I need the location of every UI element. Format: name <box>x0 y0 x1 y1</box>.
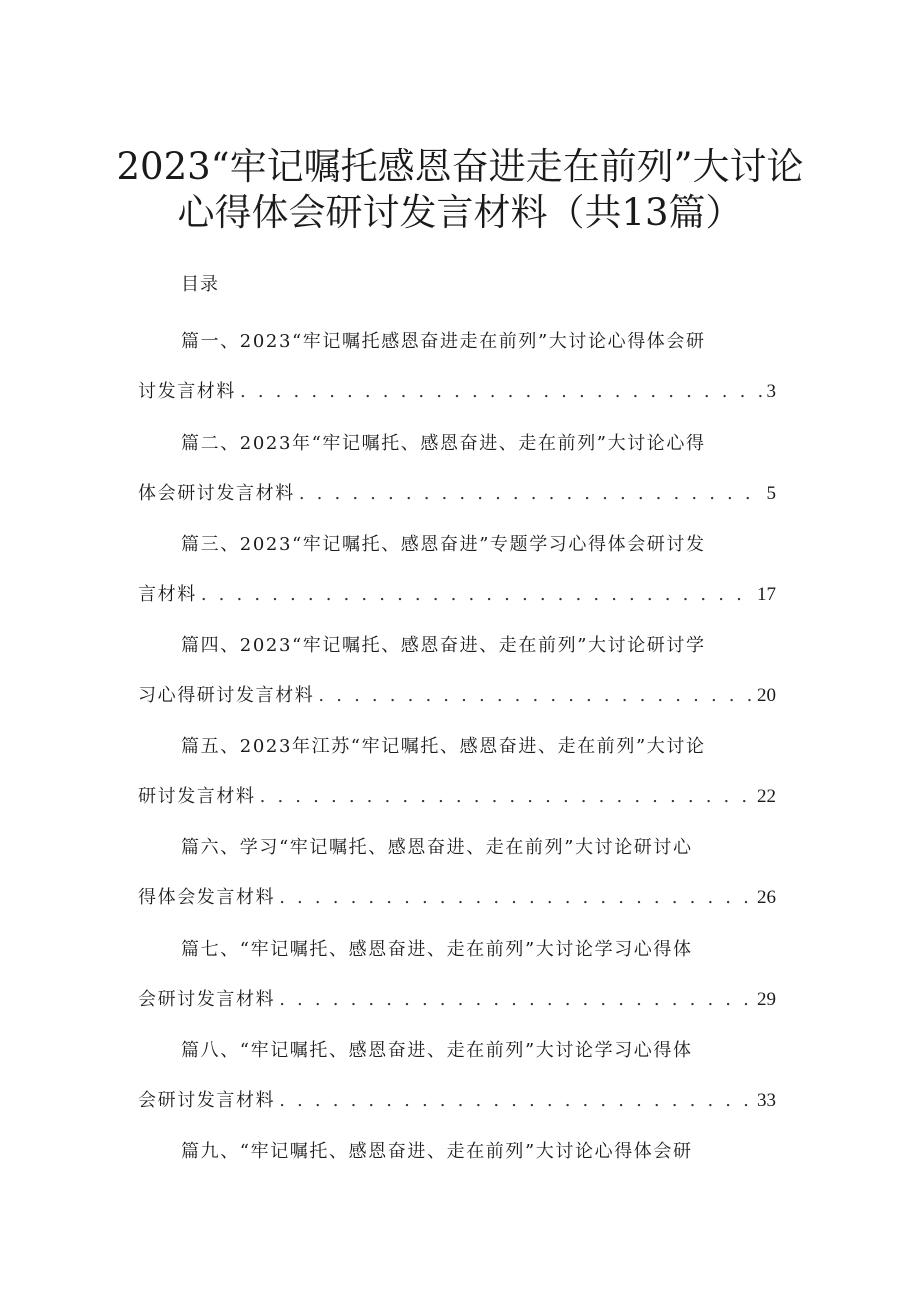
dot-leader <box>260 786 753 807</box>
toc-entry-title-cont: 体会研讨发言材料 <box>138 483 295 504</box>
document-title-line-1: 2023“牢记嘱托感恩奋进走在前列”大讨论 <box>116 145 804 188</box>
toc-page-number: 5 <box>766 483 776 504</box>
toc-entry-title: 篇六、学习“牢记嘱托、感恩奋进、走在前列”大讨论研讨心 <box>181 837 693 858</box>
toc-entry-title-cont: 会研讨发言材料 <box>138 1090 276 1111</box>
toc-page-number: 33 <box>757 1090 776 1111</box>
toc-entry-continuation <box>138 1086 776 1112</box>
toc-entry-title-cont: 会研讨发言材料 <box>138 989 276 1010</box>
dot-leader <box>318 685 753 706</box>
toc-page-number: 29 <box>757 989 776 1010</box>
toc-heading: 目录 <box>181 274 219 295</box>
toc-page-number: 22 <box>757 786 776 807</box>
document-title-line-2: 心得体会研讨发言材料（共13篇） <box>177 191 743 234</box>
toc-page-number: 3 <box>766 381 776 402</box>
dot-leader <box>240 381 763 402</box>
toc-entry-continuation <box>138 985 776 1011</box>
toc-entry-title: 篇二、2023年“牢记嘱托、感恩奋进、走在前列”大讨论心得 <box>181 433 706 454</box>
dot-leader <box>279 1090 753 1111</box>
toc-entry-title: 篇五、2023年江苏“牢记嘱托、感恩奋进、走在前列”大讨论 <box>181 736 706 757</box>
toc-entry-title: 篇九、“牢记嘱托、感恩奋进、走在前列”大讨论心得体会研 <box>181 1141 693 1162</box>
dot-leader <box>279 989 753 1010</box>
toc-entry-title-cont: 研讨发言材料 <box>138 786 256 807</box>
toc-entry-title-cont: 讨发言材料 <box>138 381 236 402</box>
toc-page-number: 26 <box>757 887 776 908</box>
toc-page-number: 20 <box>757 685 776 706</box>
toc-entry-continuation <box>138 782 776 808</box>
toc-entry-title: 篇三、2023“牢记嘱托、感恩奋进”专题学习心得体会研讨发 <box>181 534 706 555</box>
toc-entry-title-cont: 得体会发言材料 <box>138 887 276 908</box>
toc-entry-title-cont: 言材料 <box>138 584 197 605</box>
dot-leader <box>201 584 753 605</box>
toc-entry-title: 篇四、2023“牢记嘱托、感恩奋进、走在前列”大讨论研讨学 <box>181 635 706 656</box>
toc-entry-continuation <box>138 681 776 707</box>
dot-leader <box>299 483 763 504</box>
toc-entry-title: 篇七、“牢记嘱托、感恩奋进、走在前列”大讨论学习心得体 <box>181 939 693 960</box>
toc-entry-title-cont: 习心得研讨发言材料 <box>138 685 315 706</box>
toc-entry-title: 篇八、“牢记嘱托、感恩奋进、走在前列”大讨论学习心得体 <box>181 1040 693 1061</box>
toc-entry-continuation <box>138 580 776 606</box>
toc-entry-continuation <box>138 377 776 403</box>
toc-entry-continuation <box>138 883 776 909</box>
toc-entry-continuation <box>138 479 776 505</box>
toc-entry-title: 篇一、2023“牢记嘱托感恩奋进走在前列”大讨论心得体会研 <box>181 331 706 352</box>
dot-leader <box>279 887 753 908</box>
toc-page-number: 17 <box>757 584 776 605</box>
